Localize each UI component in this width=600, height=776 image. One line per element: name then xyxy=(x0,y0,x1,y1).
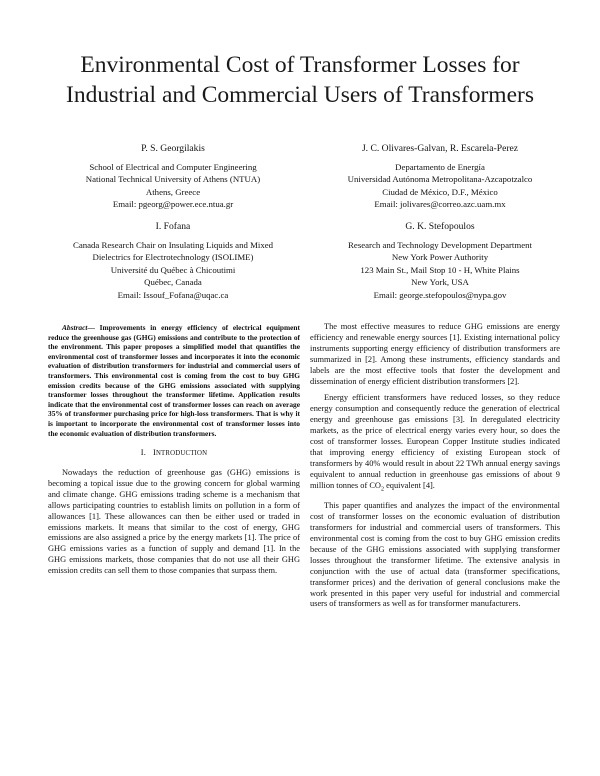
author-email: Email: jolivares@correo.azc.uam.mx xyxy=(374,199,506,210)
author-affiliation: National Technical University of Athens (NTUA) xyxy=(85,174,261,185)
author-address: 123 Main St., Mail Stop 10 - H, White Plains xyxy=(360,264,520,275)
author-block-stefopoulos xyxy=(305,221,575,302)
abstract-text: Improvements in energy efficiency of electrical equipment reduce the greenhouse gas (GHG) emissions and contribute to the protection of the environment. This paper proposes a simplified model that quantifies the environmental cost of transformer losses and incorporates it into the economic evaluation of distribution transformers for industrial and commercial users of transformers. This environmental cost is coming from the cost to buy GHG emission credits because of the GHG emissions associated with supplying transformer losses throughout the transformer lifetime. Application results indicate that the environmental cost of transformer losses can reach on average 35% of transformer purchasing price for high-loss transformers. That is why it is important to incorporate the environmental cost of transformer losses into the economic evaluation of distribution transformers. xyxy=(48,323,300,438)
author-block-fofana xyxy=(38,221,308,302)
body-paragraph-1: The most effective measures to reduce GHG emissions are energy efficiency and renewable energy sources [1]. Existing international policy instruments supporting energy efficiency of distribution transformers are summarized in [2]. Among these instruments, efficiency standards and labels are the most effective tools that foster the development and dissemination of energy efficient distribution transformers [2]. xyxy=(310,322,560,386)
author-affiliation: Université du Québec à Chicoutimi xyxy=(110,264,236,275)
abstract: Abstract— Improvements in energy efficiency of electrical equipment reduce the greenhouse gas (GHG) emissions and contribute to the protection of the environment. This paper proposes a simplified model that quantifies the environmental cost of transformer losses and incorporates it into the economic evaluation of distribution transformers for industrial and commercial users of transformers. This environmental cost is coming from the cost to buy GHG emission credits because of the GHG emissions associated with supplying transformer losses throughout the transformer lifetime. Application results indicate that the environmental cost of transformer losses can reach on average 35% of transformer purchasing price for high-loss transformers. That is why it is important to incorporate the environmental cost of transformer losses into the economic evaluation of distribution transformers. xyxy=(48,323,300,438)
author-email: Email: pgeorg@power.ece.ntua.gr xyxy=(112,199,234,210)
author-affiliation: Universidad Autónoma Metropolitana-Azcapotzalco xyxy=(347,174,533,185)
title-line-1: Environmental Cost of Transformer Losses for xyxy=(80,52,520,78)
author-affiliation: New York Power Authority xyxy=(391,252,489,263)
left-column xyxy=(48,323,300,583)
author-location: Athens, Greece xyxy=(145,186,201,197)
author-email: Email: Issouf_Fofana@uqac.ca xyxy=(117,289,229,300)
author-name: G. K. Stefopoulos xyxy=(405,221,475,232)
abstract-label: Abstract xyxy=(62,323,88,332)
body-paragraph-2: Energy efficient transformers have reduced losses, so they reduce energy consumption and consequently reduce the generation of electrical energy and greenhouse gas emissions [3]. In deregulated electricity markets, as the price of electrical energy varies every hour, so does the cost of transformer losses. European Copper Institute studies indicated that improving energy efficiency of existing European stock of transformers by 40% would result in about 22 TWh annual energy savings equivalent to annual reduction in greenhouse gas emissions of about 9 million tonnes of $CO_2$ equivalent [4]. xyxy=(310,393,560,493)
author-affiliation: Dielectrics for Electrotechnology (ISOLIME) xyxy=(92,252,254,263)
author-affiliation: Departamento de Energía xyxy=(395,161,485,172)
author-location: New York, USA xyxy=(411,277,469,288)
author-email: Email: george.stefopoulos@nypa.gov xyxy=(373,289,507,300)
author-block-georgilakis xyxy=(48,143,298,211)
title-line-2: Industrial and Commercial Users of Transformers xyxy=(66,82,534,108)
author-name: I. Fofana xyxy=(155,221,191,232)
body-paragraph-3: This paper quantifies and analyzes the impact of the environmental cost of transformer losses on the economic evaluation of distribution transformers for industrial and commercial users of transformers. This environmental cost is coming from the cost to buy GHG emission credits because of the GHG emissions associated with supplying transformer losses throughout the transformer lifetime. The extensive analysis in conjunction with the use of actual data (transformer specifications, transformer prices) and the derivation of general conclusions make the work presented in this paper very useful for industrial and commercial users of transformers as well as for transformer manufacturers. xyxy=(310,501,560,609)
section-heading-introduction: I. INTRODUCTION xyxy=(140,448,208,458)
paper-title xyxy=(20,50,580,110)
intro-paragraph: Nowadays the reduction of greenhouse gas (GHG) emissions is becoming a topical issue due to the growing concern for global warming and climate change. GHG emissions trading scheme is a mechanism that allows participating countries to establish limits on pollution in a form of allowances [1]. These allowances can then be either used or traded in emissions markets. It means that similar to the cost of energy, GHG emissions are also assigned a price by the energy markets [1]. The price of GHG emissions varies as a function of supply and demand [1]. In the GHG emissions markets, those companies that do not use all their GHG emission credits can sell them to those companies that surpass them. xyxy=(48,468,300,576)
author-location: Québec, Canada xyxy=(144,277,202,288)
author-block-olivares xyxy=(305,143,575,211)
author-name: J. C. Olivares-Galvan, R. Escarela-Perez xyxy=(361,143,519,154)
author-affiliation: School of Electrical and Computer Engineering xyxy=(89,161,257,172)
author-name: P. S. Georgilakis xyxy=(141,143,205,154)
author-affiliation: Canada Research Chair on Insulating Liquids and Mixed xyxy=(72,239,274,250)
right-column xyxy=(310,322,560,616)
author-affiliation: Research and Technology Development Department xyxy=(348,239,532,250)
author-location: Ciudad de México, D.F., México xyxy=(382,186,498,197)
